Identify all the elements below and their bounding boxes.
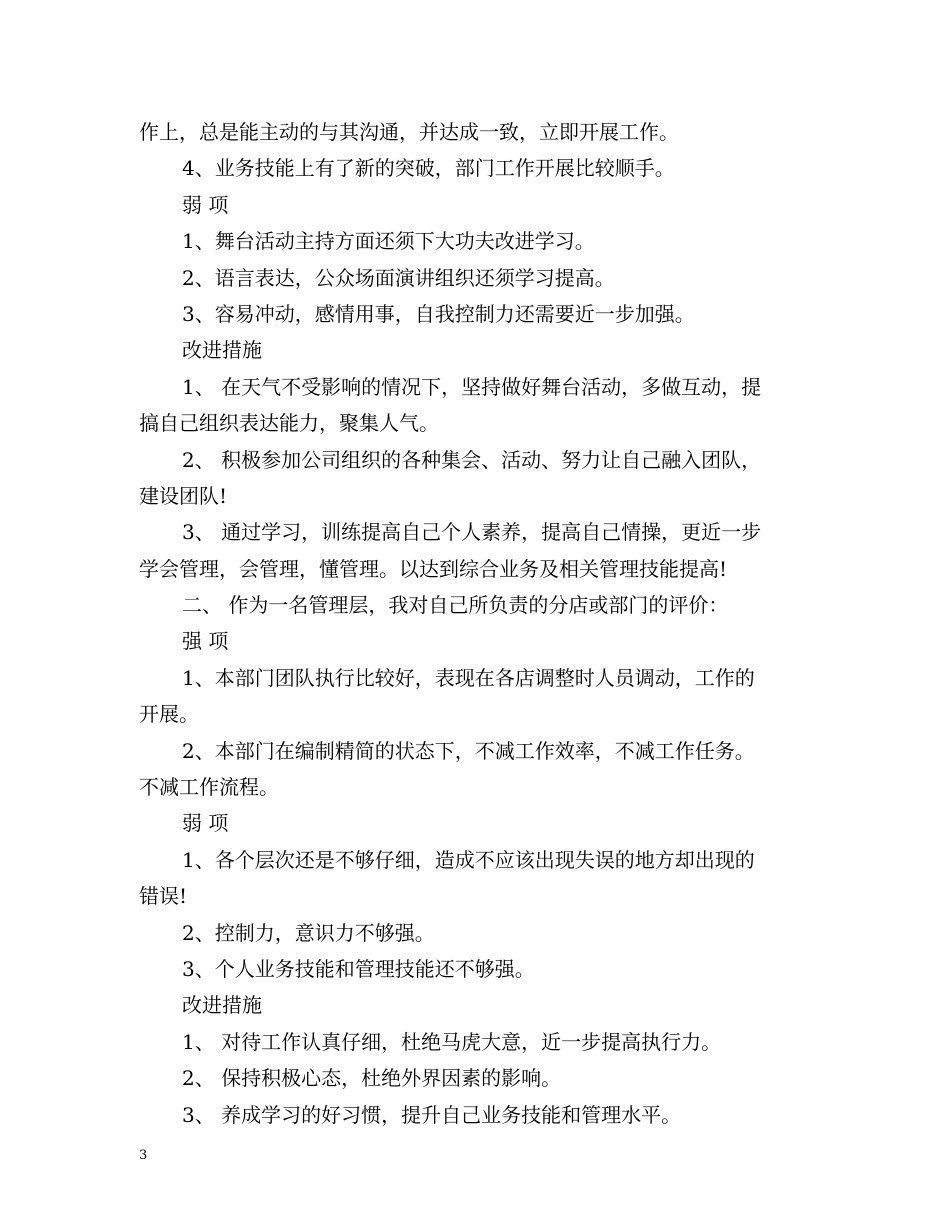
text-line: 2、控制力，意识力不够强。	[182, 920, 435, 945]
text-line: 1、 对待工作认真仔细，杜绝马虎大意，近一步提高执行力。	[182, 1029, 722, 1054]
text-line: 作上，总是能主动的与其沟通，并达成一致，立即开展工作。	[139, 120, 679, 144]
text-line: 3、 通过学习，训练提高自己个人素养，提高自己情操，更近一步	[182, 520, 762, 545]
text-line: 2、 积极参加公司组织的各种集会、活动、努力让自己融入团队，	[182, 447, 762, 472]
text-line: 建设团队!	[139, 483, 228, 508]
section-heading: 弱 项	[182, 192, 229, 217]
text-line: 1、 在天气不受影响的情况下，坚持做好舞台活动，多做互动，提	[182, 374, 762, 399]
text-line: 3、容易冲动，感情用事，自我控制力还需要近一步加强。	[182, 301, 695, 326]
section-heading: 二、 作为一名管理层，我对自己所负责的分店或部门的评价：	[182, 593, 729, 618]
text-line: 1、本部门团队执行比较好，表现在各店调整时人员调动，工作的	[182, 665, 755, 690]
text-line: 1、各个层次还是不够仔细，造成不应该出现失误的地方却出现的	[182, 847, 755, 872]
text-line: 2、语言表达，公众场面演讲组织还须学习提高。	[182, 265, 615, 290]
text-line: 3、 养成学习的好习惯，提升自己业务技能和管理水平。	[182, 1102, 682, 1127]
text-line: 搞自己组织表达能力，聚集人气。	[139, 411, 439, 436]
text-line: 3、个人业务技能和管理技能还不够强。	[182, 956, 535, 981]
section-heading: 改进措施	[182, 993, 262, 1018]
text-line: 2、 保持积极心态，杜绝外界因素的影响。	[182, 1066, 562, 1091]
body-text	[139, 114, 814, 1133]
text-line: 开展。	[139, 702, 199, 727]
section-heading: 强 项	[182, 629, 229, 654]
text-line: 2、本部门在编制精简的状态下，不减工作效率，不减工作任务。	[182, 738, 755, 763]
text-line: 4、业务技能上有了新的突破，部门工作开展比较顺手。	[182, 156, 675, 181]
section-heading: 弱 项	[182, 811, 229, 836]
text-line: 学会管理，会管理，懂管理。以达到综合业务及相关管理技能提高!	[139, 556, 728, 581]
page-number: 3	[139, 1148, 148, 1163]
text-line: 1、舞台活动主持方面还须下大功夫改进学习。	[182, 229, 595, 254]
text-line: 不减工作流程。	[139, 775, 279, 800]
section-heading: 改进措施	[182, 338, 262, 363]
text-line: 错误!	[139, 884, 188, 909]
